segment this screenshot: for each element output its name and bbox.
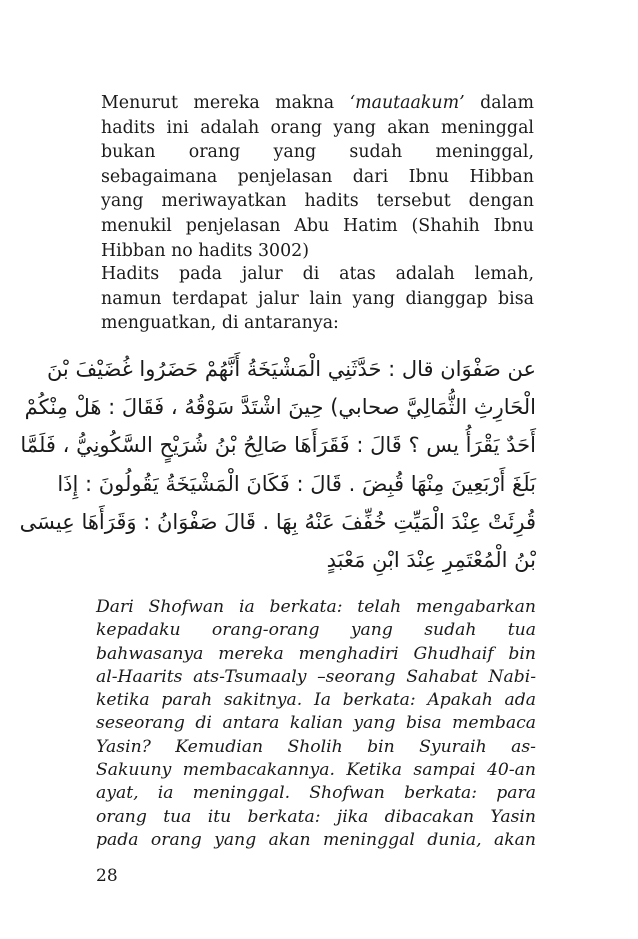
translation-line: pada orang yang akan meninggal dunia, akan (96, 829, 536, 850)
arabic-line: عن صَفْوَان قال : حَدَّثَنِي الْمَشْيَخَةُ أَنَّهُمْ حَضَرُوا غُضَيْفَ بْنَ (46, 357, 536, 381)
translation-line: Sakuuny membacakannya. Ketika sampai 40-an (96, 760, 536, 781)
paragraph-line: yang meriwayatkan hadits tersebut dengan (101, 191, 534, 212)
translation-line: ketika parah sakitnya. Ia berkata: Apakah ada (96, 690, 536, 711)
arabic-line: بَلَغَ أَرْبَعِينَ مِنْهَا قُبِضَ . قَالَ : فَكَانَ الْمَشْيَخَةُ يَقُولُونَ : إِذَا (57, 471, 536, 496)
translation-line: Dari Shofwan ia berkata: telah mengabarkan (96, 597, 536, 617)
paragraph-explanation (101, 91, 534, 263)
translation-line: seseorang di antara kalian yang bisa membaca (96, 713, 536, 734)
paragraph-weak-chain (101, 262, 534, 336)
translation-line: Yasin? Kemudian Sholih bin Syuraih as- (96, 736, 536, 757)
translation-line: orang tua itu berkata: jika dibacakan Yasin (96, 806, 536, 827)
paragraph-line: menguatkan, di antaranya: (101, 313, 339, 334)
arabic-line: أَحَدٌ يَقْرَأُ يس ؟ قَالَ : فَقَرَأَهَا صَالِحُ بْنُ شُرَيْحٍ السَّكُونِيُّ ، فَلَمَّا (20, 433, 536, 458)
arabic-hadith-text (19, 350, 536, 579)
arabic-line: بْنُ الْمُعْتَمِرِ عِنْدَ ابْنِ مَعْبَدٍ (326, 547, 536, 572)
paragraph-line: Hibban no hadits 3002) (101, 240, 310, 261)
paragraph-line: sebagaimana penjelasan dari Ibnu Hibban (101, 166, 534, 187)
paragraph-line: namun terdapat jalur lain yang dianggap bisa (101, 288, 534, 309)
paragraph-line: hadits ini adalah orang yang akan meninggal (101, 117, 534, 138)
paragraph-line: menukil penjelasan Abu Hatim (Shahih Ibnu (101, 215, 534, 236)
translation-line: kepadaku orang-orang yang sudah tua (96, 620, 536, 641)
paragraph-line: Menurut mereka makna ‘mautaakum’ dalam (101, 93, 534, 113)
translation-line: bahwasanya mereka menghadiri Ghudhaif bin (96, 643, 536, 664)
arabic-line: الْحَارِثِ الثُّمَالِيَّ صحابي) حِينَ اشْتَدَّ سَوْقُهُ ، فَقَالَ : هَلْ مِنْكُمْ (24, 395, 536, 420)
paragraph-line: bukan orang yang sudah meninggal, (101, 142, 534, 163)
arabic-line: قُرِئَتْ عِنْدَ الْمَيِّتِ خُفِّفَ عَنْهُ بِهَا . قَالَ صَفْوَانُ : وَقَرَأَهَا عِيسَى (19, 509, 536, 534)
page-number: 28 (96, 866, 118, 886)
translation-paragraph (96, 596, 536, 852)
translation-line: ayat, ia meninggal. Shofwan berkata: para (96, 783, 536, 804)
italic-term: ‘mautaakum’ (349, 93, 465, 113)
paragraph-line: Hadits pada jalur di atas adalah lemah, (101, 264, 534, 284)
translation-line: al-Haarits ats-Tsumaaly –seorang Sahabat Nabi- (96, 666, 536, 687)
